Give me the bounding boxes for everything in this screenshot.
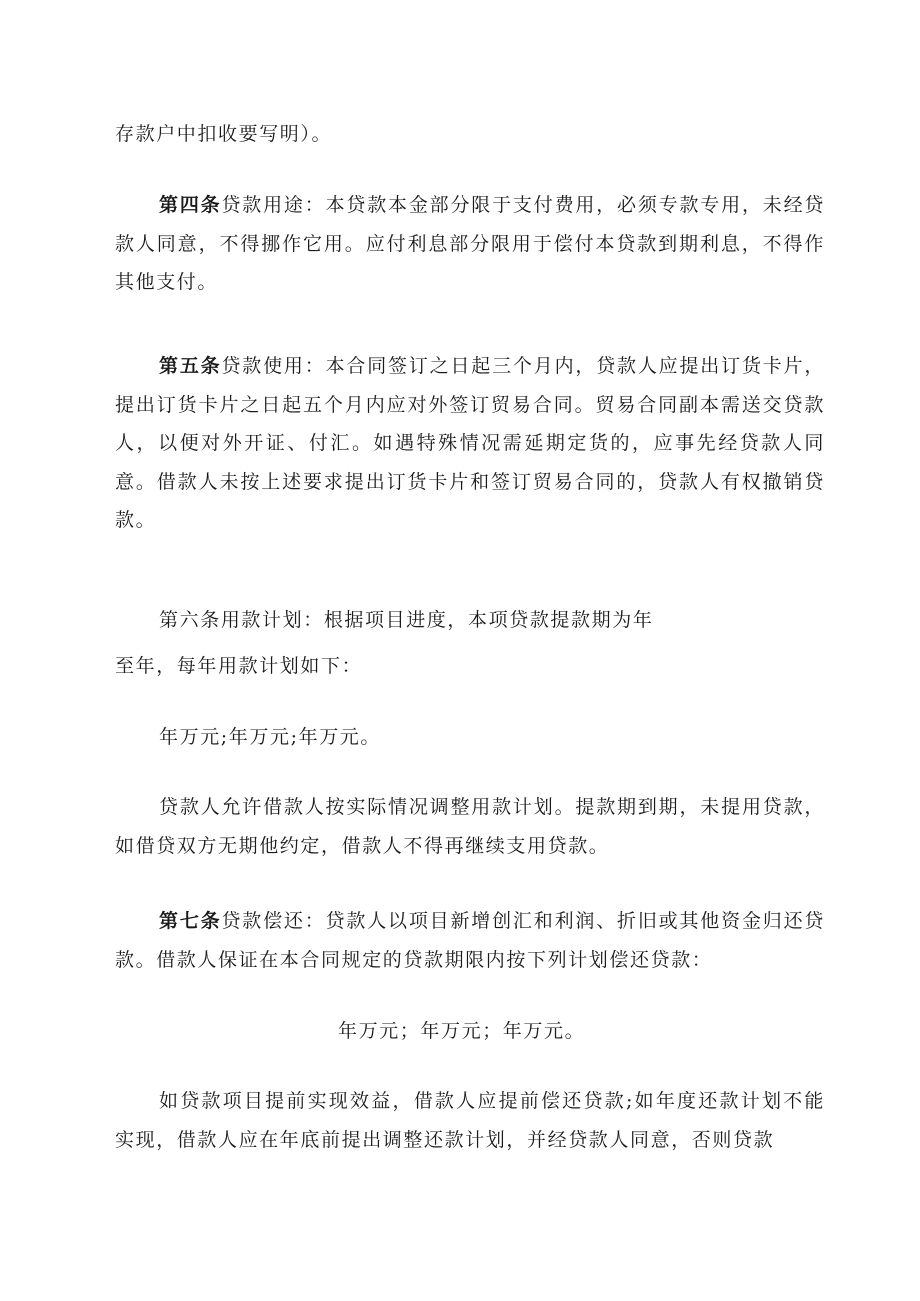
article-6-line-2: 至年，每年用款计划如下： [115,655,363,677]
drawdown-plan-line: 年万元;年万元;年万元。 [159,726,382,748]
article-6-heading: 第六条 [159,609,221,631]
article-5-paragraph [115,347,825,540]
continuation-paragraph: 存款户中扣收要写明）。 [115,123,333,145]
article-4-heading: 第四条 [159,194,222,216]
article-4-paragraph [115,186,825,302]
article-4-body: 贷款用途：本贷款本金部分限于支付费用，必须专款专用，未经贷款人同意，不得挪作它用。应付利息部分限用于偿付本贷款到期利息，不得作其他支付。 [115,194,825,293]
plan-adjustment-paragraph: 贷款人允许借款人按实际情况调整用款计划。提款期到期，未提用贷款，如借贷双方无期他约定，借款人不得再继续支用贷款。 [115,796,825,857]
repayment-plan-line: 年万元；年万元；年万元。 [338,1020,586,1042]
article-7-paragraph [115,902,825,979]
article-5-heading: 第五条 [159,355,222,377]
early-repayment-paragraph: 如贷款项目提前实现效益，借款人应提前偿还贷款;如年度还款计划不能实现，借款人应在年底前提出调整还款计划，并经贷款人同意，否则贷款 [115,1090,825,1151]
article-7-body: 贷款偿还：贷款人以项目新增创汇和利润、折旧或其他资金归还贷款。借款人保证在本合同规定的贷款期限内按下列计划偿还贷款： [115,910,825,971]
article-7-heading: 第七条 [159,910,222,932]
article-6-line-1-text: 用款计划：根据项目进度，本项贷款提款期为年 [220,609,654,631]
article-5-body: 贷款使用：本合同签订之日起三个月内，贷款人应提出订货卡片，提出订货卡片之日起五个月内应对外签订贸易合同。贸易合同副本需送交贷款人，以便对外开证、付汇。如遇特殊情况需延期定货的，应事先经贷款人同意。借款人未按上述要求提出订货卡片和签订贸易合同的，贷款人有权撤销贷款。 [115,355,825,531]
article-6-line-1 [159,601,653,640]
